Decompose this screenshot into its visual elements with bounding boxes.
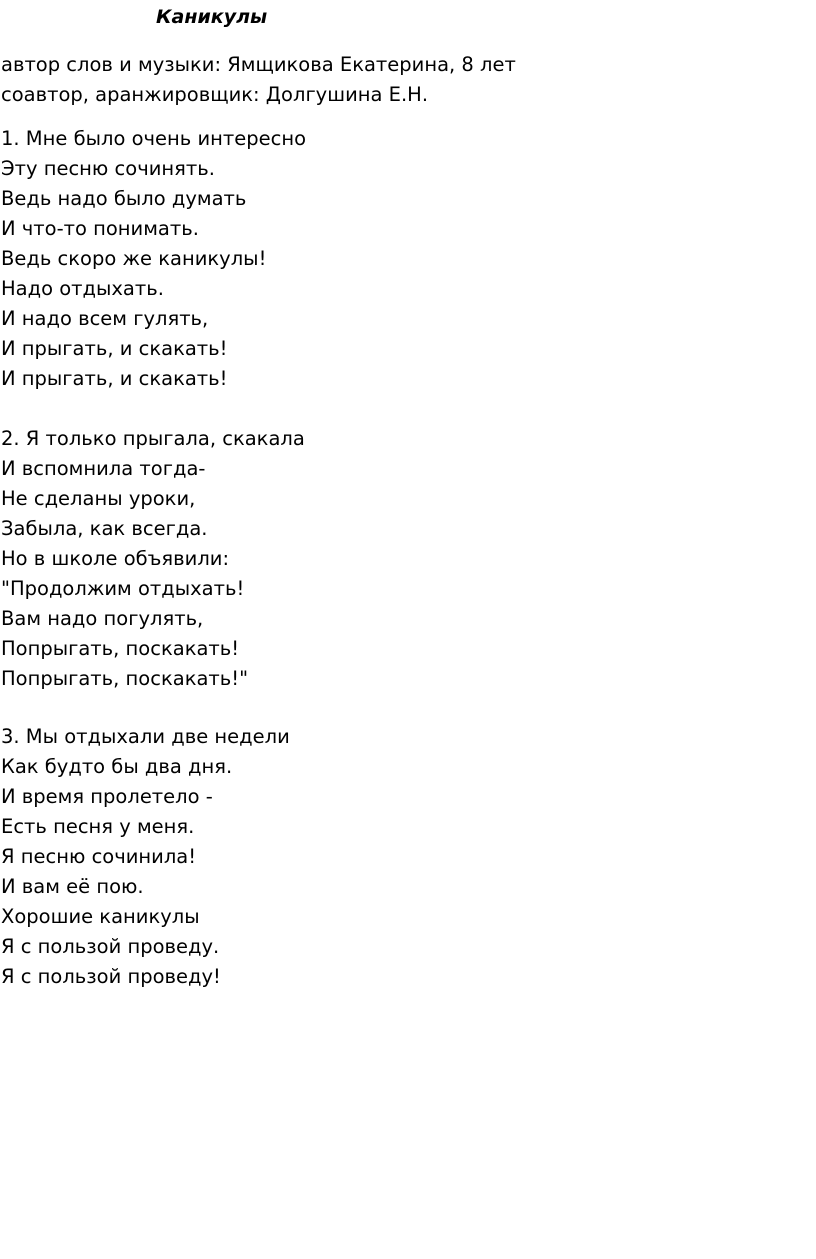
- verse-line: Забыла, как всегда.: [1, 517, 208, 540]
- verse-line: Хорошие каникулы: [1, 905, 200, 928]
- verse-line: Вам надо погулять,: [1, 607, 204, 630]
- verse-line: Как будто бы два дня.: [1, 755, 233, 778]
- verse-3: [1, 722, 290, 992]
- verse-line: Я с пользой проведу!: [1, 965, 221, 988]
- verse-line: И что-то понимать.: [1, 217, 199, 240]
- credit-coauthor: соавтор, аранжировщик: Долгушина Е.Н.: [1, 83, 429, 106]
- song-title: Каникулы: [156, 6, 268, 28]
- verse-line: 3. Мы отдыхали две недели: [1, 725, 290, 748]
- verse-line: И надо всем гулять,: [1, 307, 209, 330]
- verse-line: И время пролетело -: [1, 785, 213, 808]
- verse-line: И прыгать, и скакать!: [1, 367, 228, 390]
- verse-line: Я с пользой проведу.: [1, 935, 220, 958]
- verse-line: Не сделаны уроки,: [1, 487, 196, 510]
- verse-line: 1. Мне было очень интересно: [1, 127, 307, 150]
- verse-1: [1, 124, 306, 394]
- verse-line: Я песню сочинила!: [1, 845, 197, 868]
- verse-line: Попрыгать, поскакать!": [1, 667, 249, 690]
- verse-line: Ведь скоро же каникулы!: [1, 247, 267, 270]
- verse-line: 2. Я только прыгала, скакала: [1, 427, 305, 450]
- verse-line: Эту песню сочинять.: [1, 157, 215, 180]
- verse-line: И прыгать, и скакать!: [1, 337, 228, 360]
- verse-line: Попрыгать, поскакать!: [1, 637, 240, 660]
- credit-author: автор слов и музыки: Ямщикова Екатерина, 8 лет: [1, 53, 516, 76]
- verse-line: Ведь надо было думать: [1, 187, 247, 210]
- verse-line: И вспомнила тогда-: [1, 457, 206, 480]
- verse-line: И вам её пою.: [1, 875, 144, 898]
- verse-line: Но в школе объявили:: [1, 547, 230, 570]
- verse-line: Есть песня у меня.: [1, 815, 195, 838]
- credits-block: [1, 50, 516, 110]
- verse-line: Надо отдыхать.: [1, 277, 164, 300]
- verse-2: [1, 424, 305, 694]
- verse-line: "Продолжим отдыхать!: [1, 577, 245, 600]
